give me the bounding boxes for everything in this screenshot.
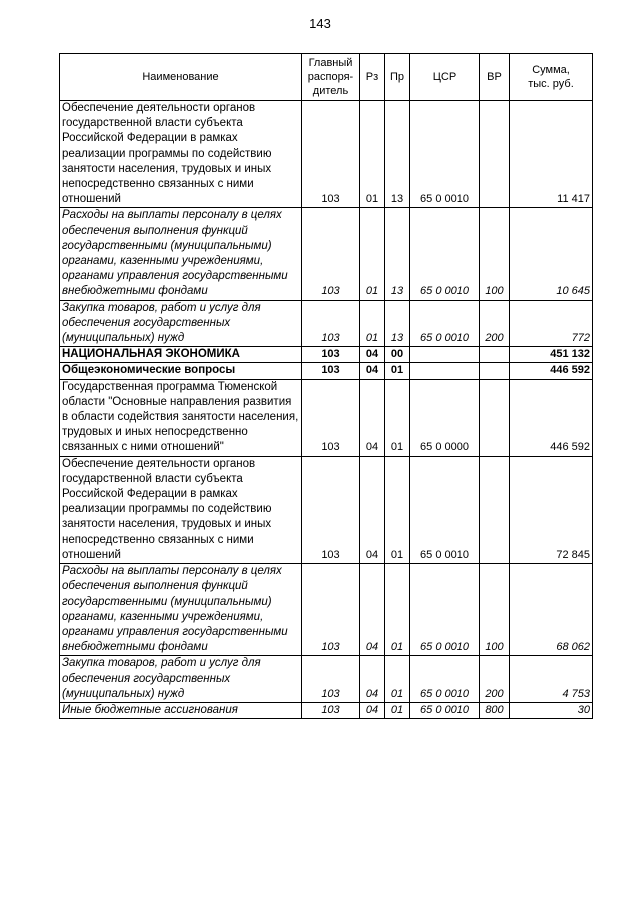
cell-name: Общеэкономические вопросы — [60, 363, 302, 379]
page-number: 143 — [309, 16, 331, 31]
cell-name: Расходы на выплаты персоналу в целях обеспечения выполнения функций государственными (муниципальными) органами, казенными учреждениями, органами управления государственными внебюджетными фондами — [60, 564, 302, 656]
cell-vr: 100 — [480, 208, 510, 300]
cell-vr: 800 — [480, 702, 510, 718]
cell-rz: 04 — [360, 363, 385, 379]
cell-admin: 103 — [302, 656, 360, 703]
cell-vr: 200 — [480, 656, 510, 703]
cell-admin: 103 — [302, 363, 360, 379]
cell-csr: 65 0 0010 — [410, 656, 480, 703]
cell-csr: 65 0 0010 — [410, 208, 480, 300]
header-name: Наименование — [60, 54, 302, 101]
cell-name: Расходы на выплаты персоналу в целях обеспечения выполнения функций государственными (муниципальными) органами, казенными учреждениями, органами управления государственными внебюджетными фондами — [60, 208, 302, 300]
cell-name: Обеспечение деятельности органов государственной власти субъекта Российской Федерации в рамках реализации программы по содействию занятости населения, трудовых и иных непосредственно связанных с ними отношений — [60, 101, 302, 208]
cell-csr: 65 0 0010 — [410, 456, 480, 563]
cell-name: Закупка товаров, работ и услуг для обеспечения государственных (муниципальных) нужд — [60, 300, 302, 347]
cell-sum: 30 — [510, 702, 593, 718]
cell-pr: 00 — [385, 347, 410, 363]
cell-sum: 772 — [510, 300, 593, 347]
cell-vr — [480, 456, 510, 563]
header-admin: Главный распоря- дитель — [302, 54, 360, 101]
cell-csr — [410, 363, 480, 379]
cell-pr: 01 — [385, 379, 410, 456]
table-row — [60, 656, 593, 703]
cell-admin: 103 — [302, 101, 360, 208]
cell-name: Обеспечение деятельности органов государственной власти субъекта Российской Федерации в рамках реализации программы по содействию занятости населения, трудовых и иных непосредственно связанных с ними отношений — [60, 456, 302, 563]
table-row — [60, 347, 593, 363]
cell-pr: 01 — [385, 564, 410, 656]
table-row — [60, 379, 593, 456]
cell-rz: 01 — [360, 208, 385, 300]
cell-admin: 103 — [302, 300, 360, 347]
table-row — [60, 702, 593, 718]
cell-vr — [480, 347, 510, 363]
header-vr: ВР — [480, 54, 510, 101]
cell-pr: 01 — [385, 456, 410, 563]
cell-pr: 01 — [385, 363, 410, 379]
cell-vr: 200 — [480, 300, 510, 347]
cell-sum: 451 132 — [510, 347, 593, 363]
cell-vr — [480, 101, 510, 208]
cell-pr: 13 — [385, 208, 410, 300]
cell-sum: 446 592 — [510, 379, 593, 456]
cell-csr: 65 0 0000 — [410, 379, 480, 456]
table-row — [60, 456, 593, 563]
cell-admin: 103 — [302, 564, 360, 656]
cell-vr — [480, 379, 510, 456]
cell-csr: 65 0 0010 — [410, 300, 480, 347]
cell-pr: 01 — [385, 656, 410, 703]
cell-name: Закупка товаров, работ и услуг для обеспечения государственных (муниципальных) нужд — [60, 656, 302, 703]
cell-admin: 103 — [302, 347, 360, 363]
cell-sum: 446 592 — [510, 363, 593, 379]
cell-csr: 65 0 0010 — [410, 101, 480, 208]
header-sum: Сумма, тыс. руб. — [510, 54, 593, 101]
header-pr: Пр — [385, 54, 410, 101]
cell-vr — [480, 363, 510, 379]
cell-csr: 65 0 0010 — [410, 702, 480, 718]
table-row — [60, 300, 593, 347]
cell-sum: 68 062 — [510, 564, 593, 656]
cell-vr: 100 — [480, 564, 510, 656]
header-csr: ЦСР — [410, 54, 480, 101]
cell-csr: 65 0 0010 — [410, 564, 480, 656]
cell-name: Иные бюджетные ассигнования — [60, 702, 302, 718]
table-body — [60, 101, 593, 719]
cell-rz: 04 — [360, 702, 385, 718]
cell-sum: 72 845 — [510, 456, 593, 563]
table-row — [60, 208, 593, 300]
cell-rz: 01 — [360, 300, 385, 347]
table-row — [60, 101, 593, 208]
cell-name: Государственная программа Тюменской области "Основные направления развития в области содействия занятости населения, трудовых и иных непосредственно связанных с ними отношений" — [60, 379, 302, 456]
table-row — [60, 564, 593, 656]
cell-admin: 103 — [302, 208, 360, 300]
cell-rz: 04 — [360, 456, 385, 563]
cell-sum: 10 645 — [510, 208, 593, 300]
cell-sum: 11 417 — [510, 101, 593, 208]
cell-sum: 4 753 — [510, 656, 593, 703]
cell-pr: 13 — [385, 300, 410, 347]
cell-admin: 103 — [302, 379, 360, 456]
cell-rz: 01 — [360, 101, 385, 208]
header-rz: Рз — [360, 54, 385, 101]
cell-name: НАЦИОНАЛЬНАЯ ЭКОНОМИКА — [60, 347, 302, 363]
cell-admin: 103 — [302, 456, 360, 563]
cell-csr — [410, 347, 480, 363]
cell-rz: 04 — [360, 379, 385, 456]
budget-table — [59, 53, 593, 719]
table-header — [60, 54, 593, 101]
cell-rz: 04 — [360, 347, 385, 363]
cell-pr: 01 — [385, 702, 410, 718]
cell-pr: 13 — [385, 101, 410, 208]
cell-admin: 103 — [302, 702, 360, 718]
cell-rz: 04 — [360, 564, 385, 656]
cell-rz: 04 — [360, 656, 385, 703]
table-row — [60, 363, 593, 379]
